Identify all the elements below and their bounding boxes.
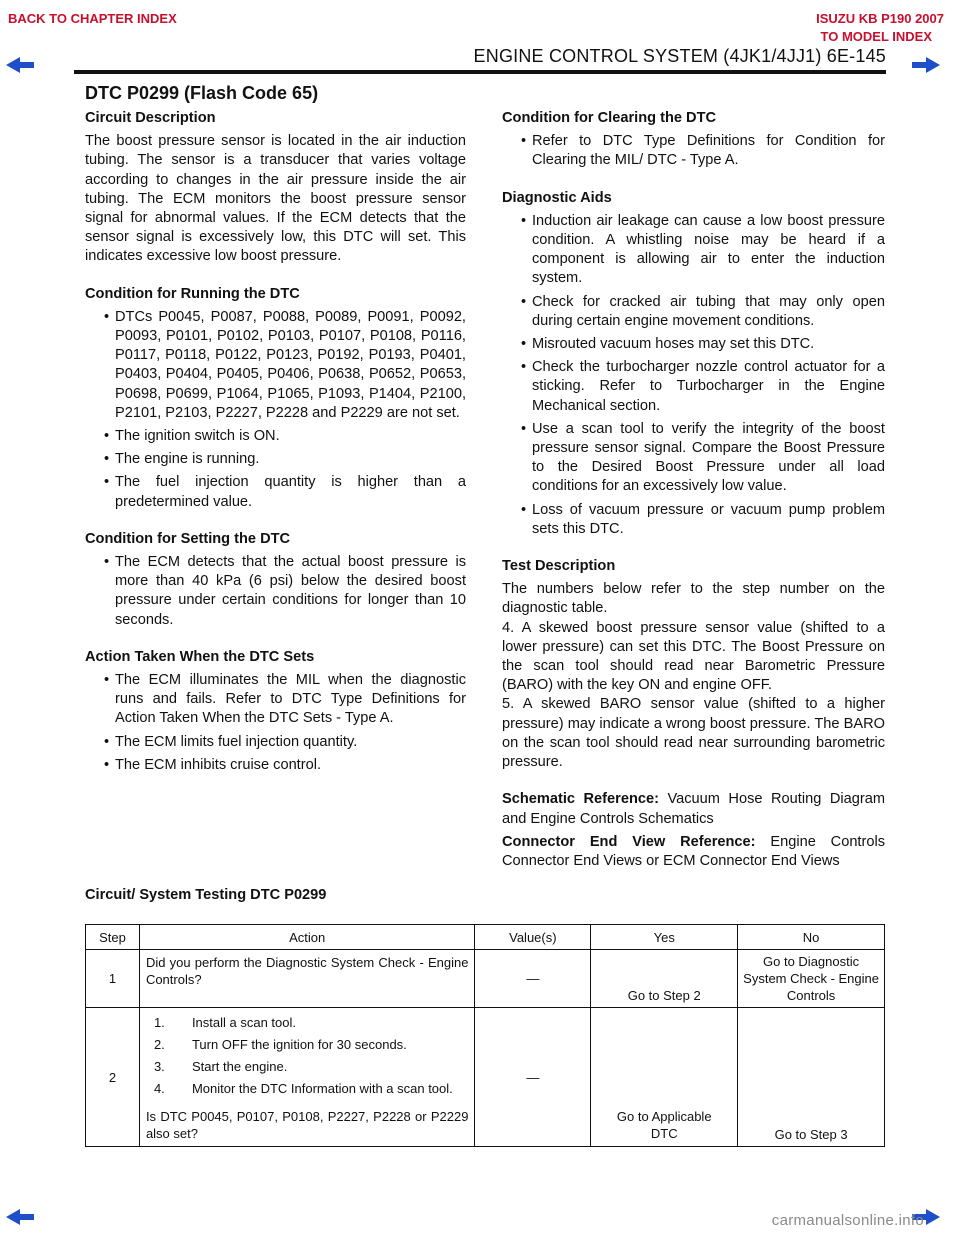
procedure-step-number: 3. bbox=[153, 1059, 165, 1074]
procedure-question: Is DTC P0045, P0107, P0108, P2227, P2228 or P2229 also set? bbox=[145, 1109, 469, 1141]
column-header-values: Value(s) bbox=[475, 925, 591, 950]
connector-reference bbox=[502, 833, 885, 871]
connector-reference-label: Connector End View Reference: bbox=[502, 833, 756, 850]
step-cell: 1 bbox=[86, 950, 140, 1008]
diagnostic-aid-item: • Misrouted vacuum hoses may set this DTC. bbox=[502, 335, 885, 354]
yes-cell[interactable]: Go to Step 2 bbox=[591, 950, 738, 1008]
value-cell: — bbox=[475, 1008, 591, 1147]
previous-page-arrow-icon[interactable] bbox=[6, 1209, 34, 1225]
step-cell: 2 bbox=[86, 1008, 140, 1147]
action-taken-item: • The ECM limits fuel injection quantity. bbox=[85, 733, 466, 752]
table-row bbox=[86, 950, 885, 1008]
left-column bbox=[85, 109, 466, 775]
action-taken-item: • The ECM illuminates the MIL when the diagnostic runs and fails. Refer to DTC Type Definitions for Action Taken When the DTC Sets - Type A. bbox=[85, 671, 466, 729]
diagnostic-aid-item: • Check the turbocharger nozzle control actuator for a sticking. Refer to Turbocharger in the Engine Mechanical section. bbox=[502, 358, 885, 416]
column-header-no: No bbox=[738, 925, 885, 950]
setting-condition-item: • The ECM detects that the actual boost pressure is more than 40 kPa (6 psi) below the desired boost pressure under certain conditions for longer than 10 seconds. bbox=[85, 553, 466, 630]
schematic-reference bbox=[502, 790, 885, 828]
table-title: Circuit/ System Testing DTC P0299 bbox=[85, 887, 327, 903]
diagnostic-aid-item: • Loss of vacuum pressure or vacuum pump problem sets this DTC. bbox=[502, 501, 885, 539]
test-description-heading: Test Description bbox=[502, 558, 616, 575]
page-header-title: ENGINE CONTROL SYSTEM (4JK1/4JJ1) 6E-145 bbox=[473, 46, 886, 66]
schematic-reference-label: Schematic Reference: bbox=[502, 791, 659, 808]
running-condition-item: • The ignition switch is ON. bbox=[85, 427, 466, 446]
procedure-step bbox=[146, 1056, 469, 1078]
table-header-row bbox=[86, 925, 885, 950]
schematic-reference-text: Vacuum Hose Routing Diagram and Engine Controls Schematics bbox=[502, 791, 885, 827]
procedure-step-text: Turn OFF the ignition for 30 seconds. bbox=[191, 1037, 407, 1052]
action-taken-item: • The ECM inhibits cruise control. bbox=[85, 756, 466, 775]
back-to-chapter-index-link[interactable]: BACK TO CHAPTER INDEX bbox=[8, 11, 177, 26]
next-page-arrow-icon[interactable] bbox=[912, 57, 940, 73]
procedure-step-number: 4. bbox=[153, 1081, 165, 1096]
test-description-step-4: 4. A skewed boost pressure sensor value (shifted to a lower pressure) can set this DTC. The Boost Pressure on the scan tool should read near Barometric Pressure (BARO) with the key ON and engine OFF. bbox=[502, 619, 885, 694]
circuit-description-text: The boost pressure sensor is located in the air induction tubing. The sensor is a transducer that varies voltage according to changes in the air pressure inside the air tubing. The ECM monitors the boost pressure sensor signal for abnormal values. If the ECM detects that the sensor signal is excessively low, this DTC will set. This indicates excessive low boost pressure. bbox=[85, 133, 466, 265]
procedure-step bbox=[146, 1012, 469, 1034]
action-cell bbox=[139, 1008, 475, 1147]
procedure-step bbox=[146, 1078, 469, 1100]
circuit-description-heading: Circuit Description bbox=[85, 110, 216, 126]
diagnostic-aid-item: • Use a scan tool to verify the integrity of the boost pressure sensor signal. Compare the Boost Pressure to the Desired Boost Pressure under all load conditions for an excessively low value. bbox=[502, 420, 885, 497]
procedure-step-number: 2. bbox=[153, 1037, 165, 1052]
no-cell[interactable]: Go to Diagnostic System Check - Engine Controls bbox=[738, 950, 885, 1008]
procedure-step-number: 1. bbox=[153, 1015, 165, 1030]
dtc-title: DTC P0299 (Flash Code 65) bbox=[85, 83, 319, 103]
clearing-conditions-heading: Condition for Clearing the DTC bbox=[502, 110, 717, 126]
running-condition-item: • The fuel injection quantity is higher than a predetermined value. bbox=[85, 473, 466, 511]
diagnostic-table bbox=[85, 924, 885, 1147]
test-description-step-5: 5. A skewed BARO sensor value (shifted to a higher pressure) may indicate a wrong boost pressure. The BARO on the scan tool should read near surrounding barometric pressure. bbox=[502, 696, 885, 771]
header-rule bbox=[74, 70, 886, 74]
value-cell: — bbox=[475, 950, 591, 1008]
to-model-index-link[interactable]: TO MODEL INDEX bbox=[820, 29, 932, 44]
diagnostic-aid-item: • Induction air leakage can cause a low boost pressure condition. A whistling noise may be heard if a component is allowing air to enter the induction system. bbox=[502, 212, 885, 289]
action-taken-heading: Action Taken When the DTC Sets bbox=[85, 648, 315, 665]
procedure-step-text: Monitor the DTC Information with a scan tool. bbox=[191, 1081, 453, 1096]
running-condition-item: • The engine is running. bbox=[85, 450, 466, 469]
diagnostic-aids-heading: Diagnostic Aids bbox=[502, 189, 612, 206]
test-description-intro: The numbers below refer to the step number on the diagnostic table. bbox=[502, 581, 885, 617]
setting-conditions-heading: Condition for Setting the DTC bbox=[85, 530, 291, 547]
watermark: carmanualsonline.info bbox=[771, 1212, 924, 1229]
yes-cell[interactable]: Go to Applicable DTC bbox=[591, 1008, 738, 1147]
no-cell[interactable]: Go to Step 3 bbox=[738, 1008, 885, 1147]
running-condition-item: • DTCs P0045, P0087, P0088, P0089, P0091, P0092, P0093, P0101, P0102, P0103, P0107, P0108, P0116, P0117, P0118, P0122, P0123, P0192, P0193, P0401, P0403, P0404, P0405, P0406, P0638, P0652, P0653, P0698, P0699, P1064, P1065, P1093, P1404, P2100, P2101, P2103, P2227, P2228 and P2229 are not set. bbox=[85, 308, 466, 423]
table-row bbox=[86, 1008, 885, 1147]
running-conditions-heading: Condition for Running the DTC bbox=[85, 285, 300, 302]
action-cell: Did you perform the Diagnostic System Check - Engine Controls? bbox=[139, 950, 475, 1008]
procedure-step-text: Start the engine. bbox=[191, 1059, 288, 1074]
connector-reference-text: Engine Controls Connector End Views or ECM Connector End Views bbox=[502, 833, 886, 869]
previous-page-arrow-icon[interactable] bbox=[6, 57, 34, 73]
right-column bbox=[502, 109, 885, 871]
procedure-step-text: Install a scan tool. bbox=[191, 1015, 296, 1030]
column-header-yes: Yes bbox=[591, 925, 738, 950]
column-header-action: Action bbox=[139, 925, 475, 950]
brand-label: ISUZU KB P190 2007 bbox=[816, 11, 944, 26]
column-header-step: Step bbox=[86, 925, 140, 950]
procedure-step bbox=[146, 1034, 469, 1056]
clearing-condition-item: • Refer to DTC Type Definitions for Condition for Clearing the MIL/ DTC - Type A. bbox=[502, 132, 885, 170]
diagnostic-aid-item: • Check for cracked air tubing that may only open during certain engine movement conditions. bbox=[502, 293, 885, 331]
